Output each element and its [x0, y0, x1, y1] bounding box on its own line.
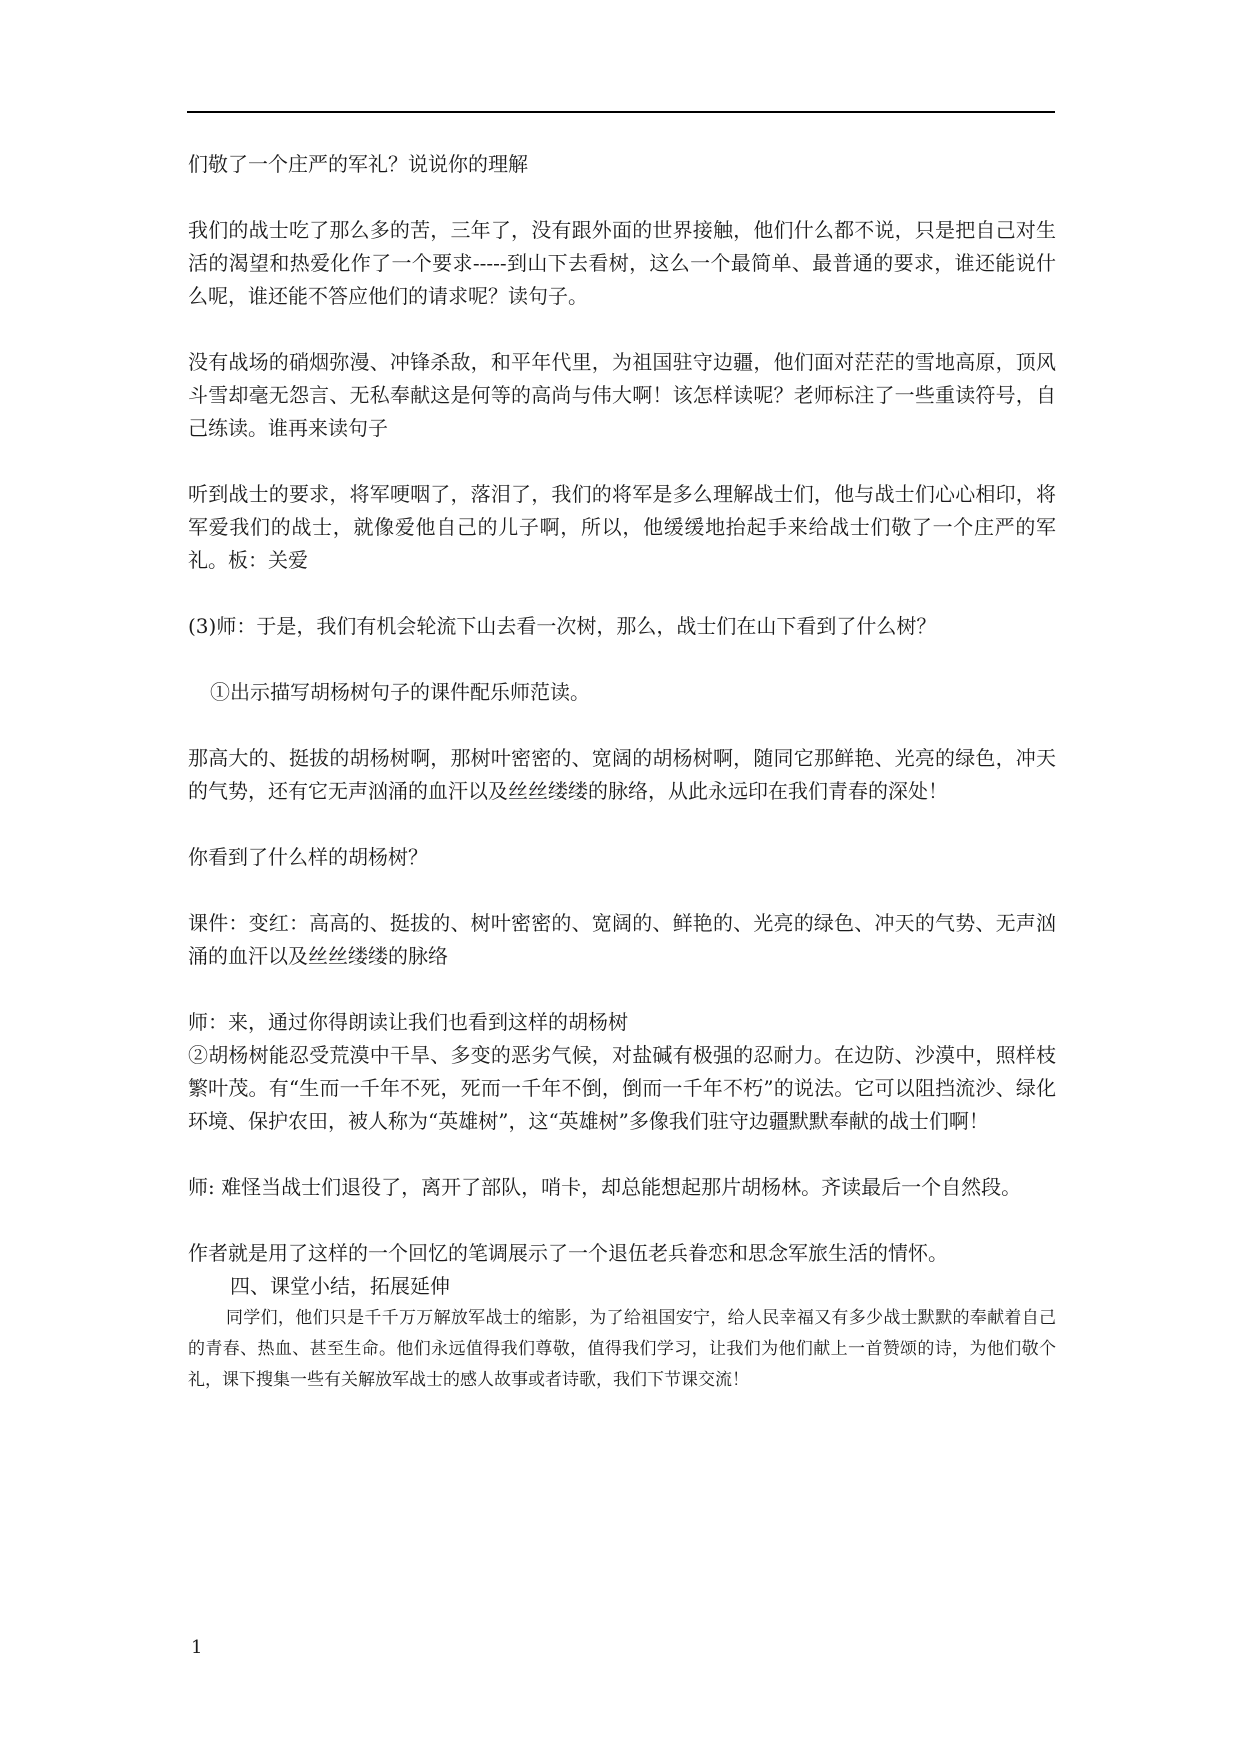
paragraph: 听到战士的要求，将军哽咽了，落泪了，我们的将军是多么理解战士们，他与战士们心心相印，将军爱我们的战士，就像爱他自己的儿子啊，所以，他缓缓地抬起手来给战士们敬了一个庄严的军礼。板：关爱: [188, 482, 1056, 572]
section-heading: 四、课堂小结，拓展延伸: [230, 1274, 450, 1298]
paragraph: 课件：变红：高高的、挺拔的、树叶密密的、宽阔的、鲜艳的、光亮的绿色、冲天的气势、无声汹涌的血汗以及丝丝缕缕的脉络: [188, 911, 1056, 968]
paragraph: 你看到了什么样的胡杨树？: [188, 845, 428, 869]
paragraph: 那高大的、挺拔的胡杨树啊，那树叶密密的、宽阔的胡杨树啊，随同它那鲜艳、光亮的绿色，冲天的气势，还有它无声汹涌的血汗以及丝丝缕缕的脉络，从此永远印在我们青春的深处！: [188, 746, 1056, 803]
header-rule: [187, 111, 1055, 113]
page-number: 1: [191, 1637, 203, 1658]
paragraph: 没有战场的硝烟弥漫、冲锋杀敌，和平年代里，为祖国驻守边疆，他们面对茫茫的雪地高原，顶风斗雪却毫无怨言、无私奉献这是何等的高尚与伟大啊！该怎样读呢？老师标注了一些重读符号，自己练读。谁再来读句子: [188, 350, 1056, 440]
paragraph: 同学们，他们只是千千万万解放军战士的缩影，为了给祖国安宁，给人民幸福又有多少战士默默的奉献着自己的青春、热血、甚至生命。他们永远值得我们尊敬，值得我们学习，让我们为他们献上一首赞颂的诗，为他们敬个礼，课下搜集一些有关解放军战士的感人故事或者诗歌，我们下节课交流！: [188, 1308, 1056, 1390]
paragraph: 师: 难怪当战士们退役了，离开了部队，哨卡，却总能想起那片胡杨林。齐读最后一个自然段。: [188, 1175, 1022, 1199]
document-body: [188, 148, 1056, 1396]
paragraph: 师：来，通过你得朗读让我们也看到这样的胡杨树: [188, 1010, 628, 1034]
paragraph: (3)师：于是，我们有机会轮流下山去看一次树，那么，战士们在山下看到了什么树？: [188, 614, 937, 638]
paragraph: ①出示描写胡杨树句子的课件配乐师范读。: [210, 680, 590, 704]
paragraph: 作者就是用了这样的一个回忆的笔调展示了一个退伍老兵眷恋和思念军旅生活的情怀。: [188, 1241, 948, 1265]
paragraph: ②胡杨树能忍受荒漠中干旱、多变的恶劣气候，对盐碱有极强的忍耐力。在边防、沙漠中，照样枝繁叶茂。有“生而一千年不死，死而一千年不倒，倒而一千年不朽”的说法。它可以阻挡流沙、绿化环境、保护农田，被人称为“英雄树”，这“英雄树”多像我们驻守边疆默默奉献的战士们啊！: [188, 1043, 1056, 1133]
paragraph: 我们的战士吃了那么多的苦，三年了，没有跟外面的世界接触，他们什么都不说，只是把自己对生活的渴望和热爱化作了一个要求-----到山下去看树，这么一个最简单、最普通的要求，谁还能说什么呢，谁还能不答应他们的请求呢？读句子。: [188, 218, 1056, 308]
paragraph: 们敬了一个庄严的军礼？说说你的理解: [188, 152, 528, 176]
